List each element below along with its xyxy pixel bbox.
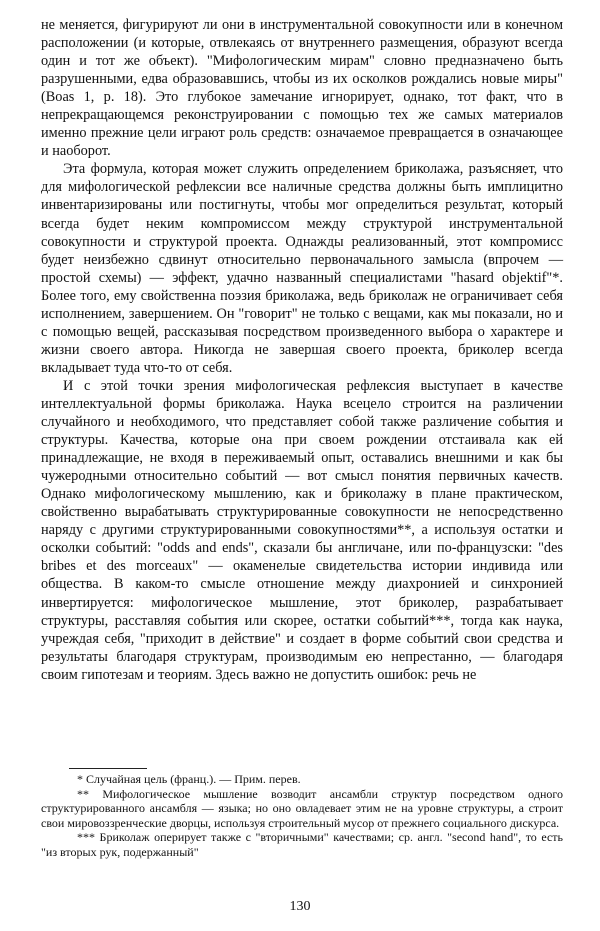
paragraph-1: не меняется, фигурируют ли они в инструментальной совокупности или в конечном расположении (и которые, отвлекаясь от внутреннего размещения, образуют всегда один и тот же объект). "Мифологическим мирам" словно предназначено быть разрушенными, едва образовавшись, чтобы из их осколков рождались новые миры" (Boas 1, p. 18). Это глубокое замечание игнорирует, однако, тот факт, что в непрекращающемся реконструировании с помощью тех же самых материалов именно прежние цели играют роль средств: означаемое превращается в означающее и наоборот. (41, 17, 563, 160)
page-number: 130 (289, 899, 311, 914)
paragraph-3: И с этой точки зрения мифологическая рефлексия выступает в качестве интеллектуальной формы бриколажа. Наука всецело строится на различении случайного и необходимого, что представляет собой также различение события и структуры. Качества, которые она при своем рождении отстаивала как ей принадлежащие, не входя в переживаемый опыт, оставались внешними и как бы чужеродными относительно событий — вот смысл понятия первичных качеств. Однако мифологическому мышлению, как и бриколажу в плане практическом, свойственно вырабатывать структурированные совокупности не непосредственно наряду с другими структурированными совокупностями**, а используя остатки и осколки событий: "odds and ends", сказали бы англичане, или по-французски: "des bribes et des morceaux" — окаменелые свидетельства истории индивида или общества. В каком-то смысле отношение между диахронией и синхронией инвертируется: мифологическое мышление, этот бриколер, разрабатывает структуры, расставляя события или скорее, остатки событий***, тогда как наука, учреждая себя, "приходит в действие" и создает в форме событий свои средства и результаты благодаря структурам, производимым ею непрестанно, — благодаря своим гипотезам и теориям. Здесь важно не допустить ошибок: речь не (41, 377, 563, 683)
paragraph-2: Эта формула, которая может служить определением бриколажа, разъясняет, что для мифологической рефлексии все наличные средства должны быть имплицитно инвентаризированы или постигнуты, чтобы мог определиться результат, который всегда будет неким компромиссом между структурой инструментальной совокупности и структурой проекта. Однажды реализованный, этот компромисс будет неизбежно сдвинут относительно первоначального замысла (впрочем — простой схемы) — эффект, удачно названный специалистами "hasard objektif"*. Более того, ему свойственна поэзия бриколажа, ведь бриколаж не ограничивает себя исполнением, завершением. Он "говорит" не только с вещами, как мы показали, но и с помощью вещей, рассказывая посредством произведенного выбора о характере и жизни своего автора. Никогда не завершая своего проекта, бриколер всегда вкладывает туда что-то от себя. (41, 161, 563, 376)
footnote-3: *** Бриколаж оперирует также с "вторичными" качествами; ср. англ. "second hand", то есть "из вторых рук, подержанный" (41, 830, 563, 859)
footnote-divider (69, 768, 147, 769)
main-text (41, 16, 563, 684)
footnote-2: ** Мифологическое мышление возводит ансамбли структур посредством одного структурированного ансамбля — языка; но оно овладевает этим не на уровне структуры, а строит свои мировоззренческие дворцы, используя строительный мусор от прежнего социального дискурса. (41, 786, 563, 830)
footnotes (41, 768, 563, 860)
footnote-1: * Случайная цель (франц.). — Прим. перев. (77, 772, 301, 786)
